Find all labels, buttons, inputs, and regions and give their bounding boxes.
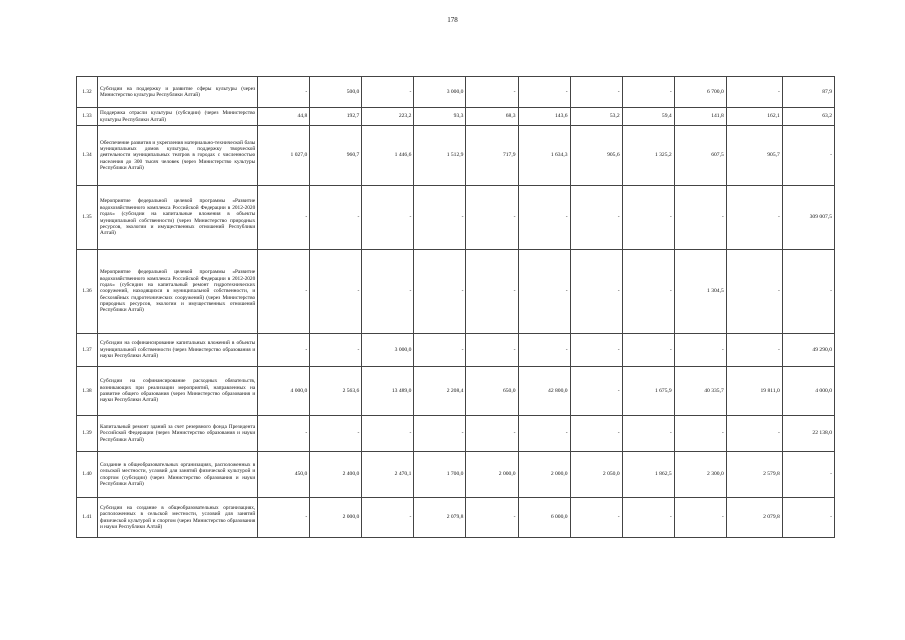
value-cell: - xyxy=(258,498,310,538)
value-cell: 650,0 xyxy=(466,367,518,416)
value-cell: 450,0 xyxy=(258,452,310,498)
value-cell: - xyxy=(362,77,414,108)
value-cell: - xyxy=(258,334,310,367)
row-description: Поддержка отрасли культуры (субсидии) (через Министерство культуры Республики Алтай) xyxy=(98,108,258,126)
value-cell: 1 304,5 xyxy=(674,250,726,334)
value-cell: 2 079,8 xyxy=(726,498,782,538)
table-row xyxy=(77,126,835,186)
value-cell: 141,8 xyxy=(674,108,726,126)
value-cell: 2 400,0 xyxy=(310,452,362,498)
value-cell: 1 512,9 xyxy=(414,126,466,186)
page-number: 178 xyxy=(447,16,458,24)
value-cell: - xyxy=(362,416,414,452)
value-cell: 2 000,0 xyxy=(518,452,570,498)
row-description: Обеспечение развития и укрепления материально-технической базы муниципальных домов культуры, поддержку творческой деятельности муниципальных театров в городах с численностью населения до 300 тысяч человек (через Министерство культуры Республики Алтай) xyxy=(98,126,258,186)
value-cell: - xyxy=(570,250,622,334)
value-cell: - xyxy=(622,77,674,108)
value-cell: - xyxy=(258,77,310,108)
value-cell: 19 811,0 xyxy=(726,367,782,416)
value-cell: - xyxy=(674,416,726,452)
value-cell: - xyxy=(518,77,570,108)
value-cell: - xyxy=(726,334,782,367)
value-cell: 40 335,7 xyxy=(674,367,726,416)
value-cell: - xyxy=(622,250,674,334)
value-cell: 13 489,0 xyxy=(362,367,414,416)
value-cell: - xyxy=(622,416,674,452)
value-cell: - xyxy=(518,186,570,250)
table-row xyxy=(77,108,835,126)
value-cell: - xyxy=(726,416,782,452)
budget-table xyxy=(76,76,835,538)
value-cell: 500,0 xyxy=(310,77,362,108)
row-description: Капитальный ремонт зданий за счет резервного фонда Президента Российской Федерации (через Министерство образования и науки Республики Алтай) xyxy=(98,416,258,452)
value-cell: 1 027,0 xyxy=(258,126,310,186)
value-cell: 2 000,0 xyxy=(310,498,362,538)
value-cell: - xyxy=(466,416,518,452)
value-cell: - xyxy=(518,334,570,367)
value-cell: - xyxy=(570,367,622,416)
row-code: 1.38 xyxy=(77,367,98,416)
value-cell: 87,9 xyxy=(782,77,834,108)
value-cell: 49 290,0 xyxy=(782,334,834,367)
value-cell: - xyxy=(726,77,782,108)
row-code: 1.41 xyxy=(77,498,98,538)
value-cell: - xyxy=(782,452,834,498)
value-cell: 1 675,9 xyxy=(622,367,674,416)
value-cell: 1 634,3 xyxy=(518,126,570,186)
value-cell: - xyxy=(414,334,466,367)
value-cell: 905,7 xyxy=(726,126,782,186)
value-cell: - xyxy=(414,186,466,250)
row-code: 1.32 xyxy=(77,77,98,108)
table-row xyxy=(77,186,835,250)
value-cell: - xyxy=(570,498,622,538)
row-code: 1.34 xyxy=(77,126,98,186)
value-cell: 6 700,0 xyxy=(674,77,726,108)
value-cell: 68,3 xyxy=(466,108,518,126)
value-cell: - xyxy=(622,334,674,367)
row-description: Субсидии на софинансирование капитальных вложений в объекты муниципальной собственности (через Министерство образования и науки Республики Алтай) xyxy=(98,334,258,367)
value-cell: - xyxy=(310,416,362,452)
value-cell: - xyxy=(570,334,622,367)
value-cell: - xyxy=(726,250,782,334)
value-cell: - xyxy=(466,498,518,538)
value-cell: - xyxy=(570,186,622,250)
value-cell: 2 208,4 xyxy=(414,367,466,416)
value-cell: - xyxy=(674,498,726,538)
value-cell: - xyxy=(362,498,414,538)
value-cell: 223,2 xyxy=(362,108,414,126)
value-cell: 1 862,5 xyxy=(622,452,674,498)
value-cell: 53,2 xyxy=(570,108,622,126)
value-cell: - xyxy=(570,416,622,452)
value-cell: - xyxy=(674,186,726,250)
value-cell: 2 079,8 xyxy=(414,498,466,538)
value-cell: 2 000,0 xyxy=(466,452,518,498)
value-cell: - xyxy=(622,186,674,250)
row-description: Мероприятие федеральной целевой программы «Развитие водохозяйственного комплекса Российской Федерации в 2012-2020 годах» (субсидии на капитальные вложения в объекты муниципальной собственности) (через Министерство природных ресурсов, экологии и имущественных отношений Республики Алтай) xyxy=(98,186,258,250)
row-code: 1.37 xyxy=(77,334,98,367)
table-row xyxy=(77,416,835,452)
value-cell: 22 138,0 xyxy=(782,416,834,452)
value-cell: 960,7 xyxy=(310,126,362,186)
table-row xyxy=(77,367,835,416)
value-cell: 607,5 xyxy=(674,126,726,186)
table-row xyxy=(77,452,835,498)
value-cell: 1 446,6 xyxy=(362,126,414,186)
value-cell: - xyxy=(258,416,310,452)
value-cell: 162,1 xyxy=(726,108,782,126)
table-row xyxy=(77,77,835,108)
row-description: Субсидии на создание в общеобразовательных организациях, расположенных в сельской местности, условий для занятий физической культурой и спортом (через Министерство образования и науки Республики Алтай) xyxy=(98,498,258,538)
row-description: Субсидии на софинансирование расходных обязательств, возникающих при реализации мероприятий, направленных на развитие общего образования (через Министерство образования и науки Республики Алтай) xyxy=(98,367,258,416)
value-cell: - xyxy=(570,77,622,108)
row-description: Мероприятие федеральной целевой программы «Развитие водохозяйственного комплекса Российской Федерации в 2012-2020 годах» (субсидии на капитальный ремонт гидротехнических сооружений, находящихся в муниципальной собственности, и бесхозяйных гидротехнических сооружений) (через Министерство природных ресурсов, экологии и имущественных отношений Республики Алтай) xyxy=(98,250,258,334)
value-cell: 1 325,2 xyxy=(622,126,674,186)
value-cell: 6 000,0 xyxy=(518,498,570,538)
value-cell: 59,4 xyxy=(622,108,674,126)
value-cell: - xyxy=(518,250,570,334)
value-cell: 309 007,5 xyxy=(782,186,834,250)
value-cell: - xyxy=(310,186,362,250)
value-cell: - xyxy=(258,186,310,250)
value-cell: - xyxy=(466,250,518,334)
value-cell: - xyxy=(518,416,570,452)
table-row xyxy=(77,334,835,367)
value-cell: 44,8 xyxy=(258,108,310,126)
value-cell: 192,7 xyxy=(310,108,362,126)
row-code: 1.39 xyxy=(77,416,98,452)
value-cell: 143,6 xyxy=(518,108,570,126)
value-cell: - xyxy=(782,250,834,334)
value-cell: - xyxy=(466,186,518,250)
value-cell: 1 700,0 xyxy=(414,452,466,498)
value-cell: - xyxy=(782,498,834,538)
value-cell: 2 470,1 xyxy=(362,452,414,498)
value-cell: - xyxy=(726,186,782,250)
value-cell: - xyxy=(674,334,726,367)
value-cell: 2 300,0 xyxy=(674,452,726,498)
value-cell: 2 563,6 xyxy=(310,367,362,416)
value-cell: 3 000,0 xyxy=(414,77,466,108)
value-cell: 2 579,8 xyxy=(726,452,782,498)
value-cell: - xyxy=(782,126,834,186)
value-cell: - xyxy=(310,334,362,367)
value-cell: 2 050,0 xyxy=(570,452,622,498)
table-row xyxy=(77,498,835,538)
value-cell: - xyxy=(622,498,674,538)
value-cell: 3 000,0 xyxy=(362,334,414,367)
row-code: 1.33 xyxy=(77,108,98,126)
value-cell: 4 000,0 xyxy=(258,367,310,416)
row-code: 1.36 xyxy=(77,250,98,334)
value-cell: - xyxy=(466,334,518,367)
value-cell: 63,2 xyxy=(782,108,834,126)
value-cell: - xyxy=(414,416,466,452)
value-cell: - xyxy=(258,250,310,334)
value-cell: 42 800,0 xyxy=(518,367,570,416)
value-cell: - xyxy=(466,77,518,108)
table-row xyxy=(77,250,835,334)
row-description: Создание в общеобразовательных организациях, расположенных в сельской местности, условий для занятий физической культурой и спортом (субсидии) (через Министерство образования и науки Республики Алтай) xyxy=(98,452,258,498)
value-cell: 717,9 xyxy=(466,126,518,186)
value-cell: - xyxy=(362,186,414,250)
row-code: 1.35 xyxy=(77,186,98,250)
value-cell: - xyxy=(414,250,466,334)
row-code: 1.40 xyxy=(77,452,98,498)
value-cell: 93,3 xyxy=(414,108,466,126)
value-cell: 4 000,0 xyxy=(782,367,834,416)
value-cell: 905,6 xyxy=(570,126,622,186)
row-description: Субсидии на поддержку и развитие сферы культуры (через Министерство культуры Республики Алтай) xyxy=(98,77,258,108)
value-cell: - xyxy=(310,250,362,334)
value-cell: - xyxy=(362,250,414,334)
